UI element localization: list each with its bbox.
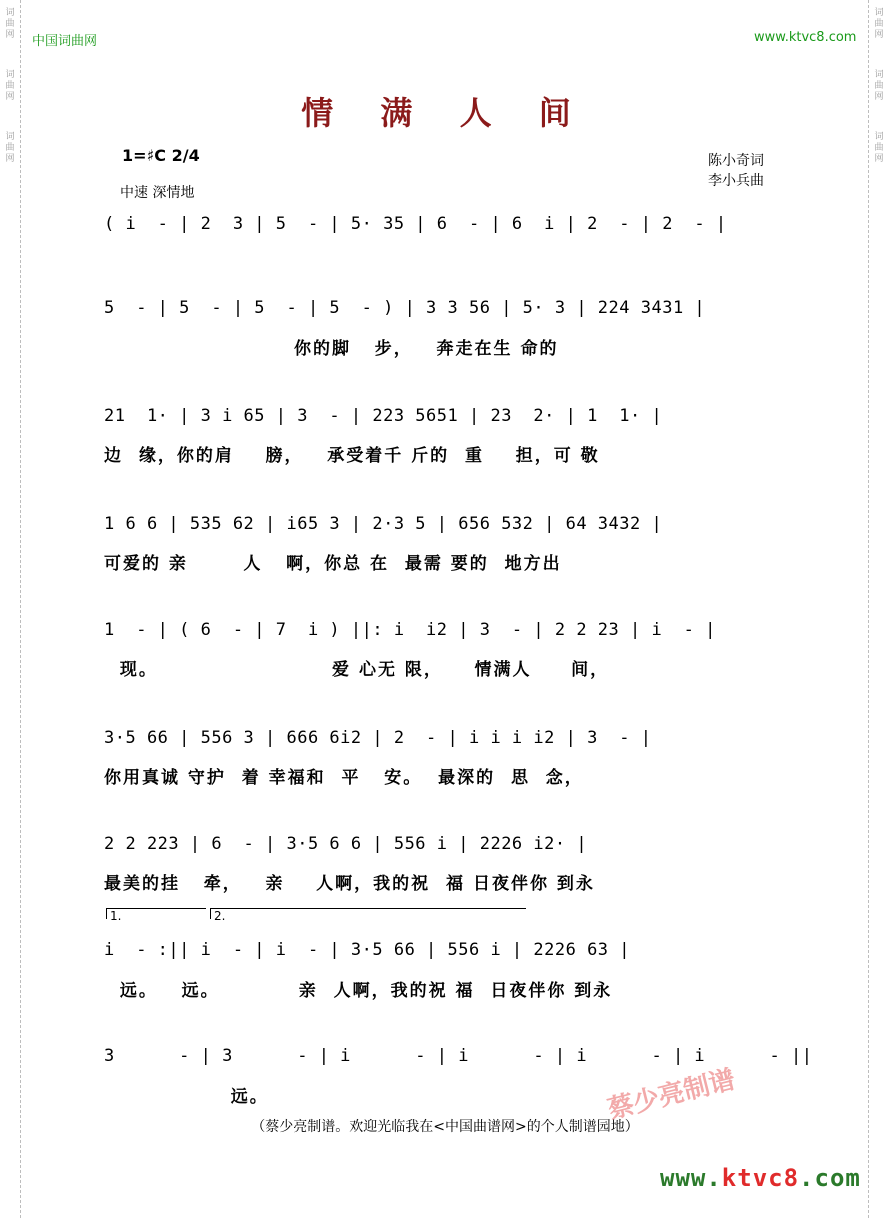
staff-line-8: i - :|| i - | i - | 3·5 66 | 556 i | 2226 63 | <box>104 940 631 960</box>
song-title: 情 满 人 间 <box>301 94 589 132</box>
brand-part-3: .com <box>799 1164 861 1192</box>
side-mark: 词曲网 <box>874 132 884 164</box>
lyric-line-4: 可爱的 亲 人 啊，你总 在 最需 要的 地方出 <box>104 554 562 574</box>
lyric-line-8: 远。 远。 亲 人啊，我的祝 福 日夜伴你 到永 <box>104 981 613 1001</box>
tempo-marking: 中速 深情地 <box>120 185 195 201</box>
side-mark: 词曲网 <box>5 70 15 102</box>
lyric-line-9: 远。 <box>104 1087 269 1107</box>
side-mark: 词曲网 <box>5 132 15 164</box>
key-signature: 1=♯C 2/4 <box>122 146 200 165</box>
brand-logo[interactable] <box>660 1164 861 1192</box>
site-name-left[interactable]: 中国词曲网 <box>32 34 98 49</box>
staff-line-1: ( i - | 2 3 | 5 - | 5· 35 | 6 - | 6 i | 2 - | 2 - | <box>104 214 727 234</box>
composer-credit: 李小兵曲 <box>708 173 764 189</box>
lyric-line-7: 最美的挂 牵， 亲 人啊，我的祝 福 日夜伴你 到永 <box>104 874 595 894</box>
lyric-line-5: 现。 爱 心无 限， 情满人 间， <box>104 660 610 680</box>
lyric-line-2: 你的脚 步， 奔走在生 命的 <box>104 339 559 359</box>
staff-line-5: 1 - | ( 6 - | 7 i ) ||: i i2 | 3 - | 2 2 23 | i - | <box>104 620 716 640</box>
left-margin-strip <box>0 0 21 1218</box>
arranger-watermark: 蔡少亮制谱 <box>604 1064 739 1126</box>
brand-part-1: www. <box>660 1164 722 1192</box>
lyricist-credit: 陈小奇词 <box>708 153 764 169</box>
staff-line-7: 2 2 223 | 6 - | 3·5 6 6 | 556 i | 2226 i2· | <box>104 834 588 854</box>
footer-note: （蔡少亮制谱。欢迎光临我在<中国曲谱网>的个人制谱园地） <box>251 1119 639 1135</box>
staff-line-4: 1 6 6 | 535 62 | i65 3 | 2·3 5 | 656 532 | 64 3432 | <box>104 514 663 534</box>
side-mark: 词曲网 <box>874 8 884 40</box>
site-url-right[interactable]: www.ktvc8.com <box>754 30 857 45</box>
second-ending-bracket: 2. <box>210 908 526 919</box>
side-mark: 词曲网 <box>5 8 15 40</box>
side-mark: 词曲网 <box>874 70 884 102</box>
brand-part-2: ktvc8 <box>721 1164 800 1192</box>
right-margin-strip <box>868 0 889 1218</box>
staff-line-9: 3 - | 3 - | i - | i - | i - | i - || <box>104 1046 813 1066</box>
staff-line-6: 3·5 66 | 556 3 | 666 6i2 | 2 - | i i i i2 | 3 - | <box>104 728 652 748</box>
staff-line-3: 21 1· | 3 i 65 | 3 - | 223 5651 | 23 2· | 1 1· | <box>104 406 663 426</box>
first-ending-bracket: 1. <box>106 908 206 919</box>
lyric-line-3: 边 缘，你的肩 膀， 承受着千 斤的 重 担，可 敬 <box>104 446 600 466</box>
staff-line-2: 5 - | 5 - | 5 - | 5 - ) | 3 3 56 | 5· 3 | 224 3431 | <box>104 298 706 318</box>
lyric-line-6: 你用真诚 守护 着 幸福和 平 安。 最深的 思 念， <box>104 768 584 788</box>
